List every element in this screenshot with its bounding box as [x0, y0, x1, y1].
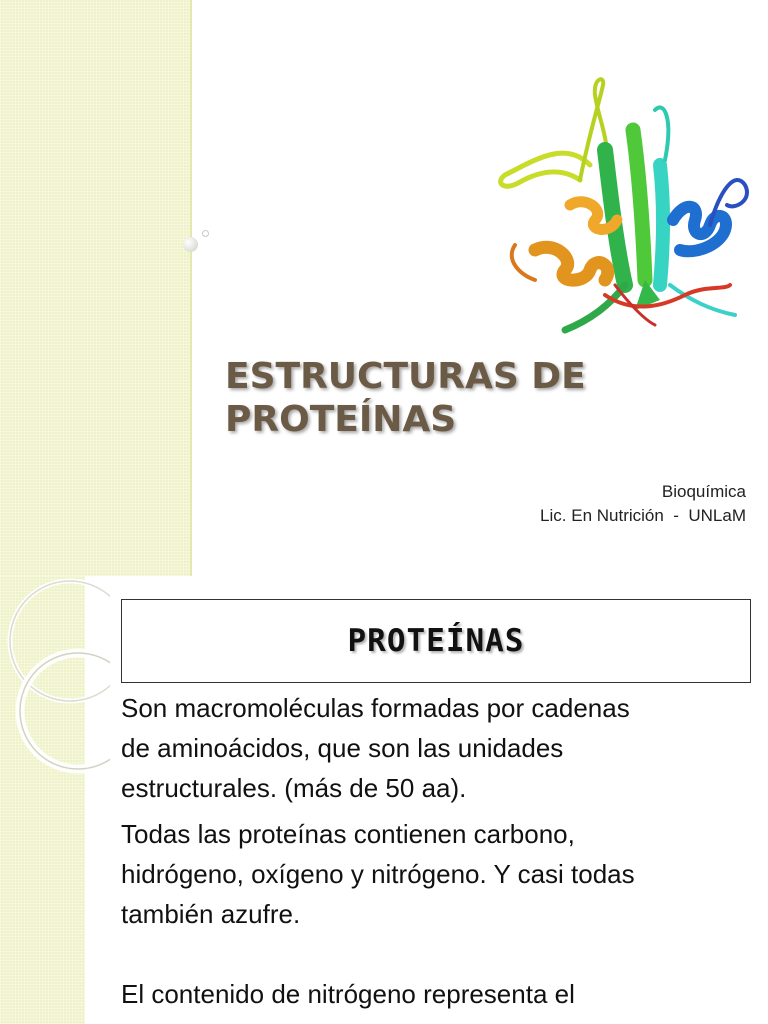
presentation-title: [225, 355, 745, 441]
subtitle-course: Bioquímica: [661, 482, 746, 501]
decorative-rings: [0, 576, 110, 776]
text-line: de aminoácidos, que son las unidades: [121, 733, 564, 763]
presentation-subtitle: [540, 480, 746, 528]
protein-ribbon-image: [495, 70, 760, 350]
paragraph-definition: [121, 688, 761, 808]
slide-body-text: [121, 688, 761, 1014]
text-line: estructurales. (más de 50 aa).: [121, 773, 467, 803]
content-slide: [0, 576, 768, 1024]
text-line: Son macromoléculas formadas por cadenas: [121, 693, 630, 723]
text-line: también azufre.: [121, 899, 301, 929]
decorative-bead-large: [183, 237, 198, 252]
title-line-1: ESTRUCTURAS DE: [225, 356, 586, 397]
paragraph-composition: [121, 814, 761, 934]
text-line: Todas las proteínas contienen carbono,: [121, 819, 575, 849]
subtitle-program: Lic. En Nutrición - UNLaM: [540, 506, 746, 525]
slide-heading-box: [121, 599, 751, 683]
slide-heading: PROTEÍNAS: [347, 623, 525, 659]
title-line-2: PROTEÍNAS: [225, 399, 457, 440]
decorative-bead-small: [202, 230, 209, 237]
text-line: hidrógeno, oxígeno y nitrógeno. Y casi todas: [121, 859, 635, 889]
paragraph-nitrogen: [121, 974, 761, 1014]
decorative-side-panel: [0, 0, 190, 576]
text-line: El contenido de nitrógeno representa el: [121, 979, 575, 1009]
panel-edge-line: [190, 0, 192, 576]
